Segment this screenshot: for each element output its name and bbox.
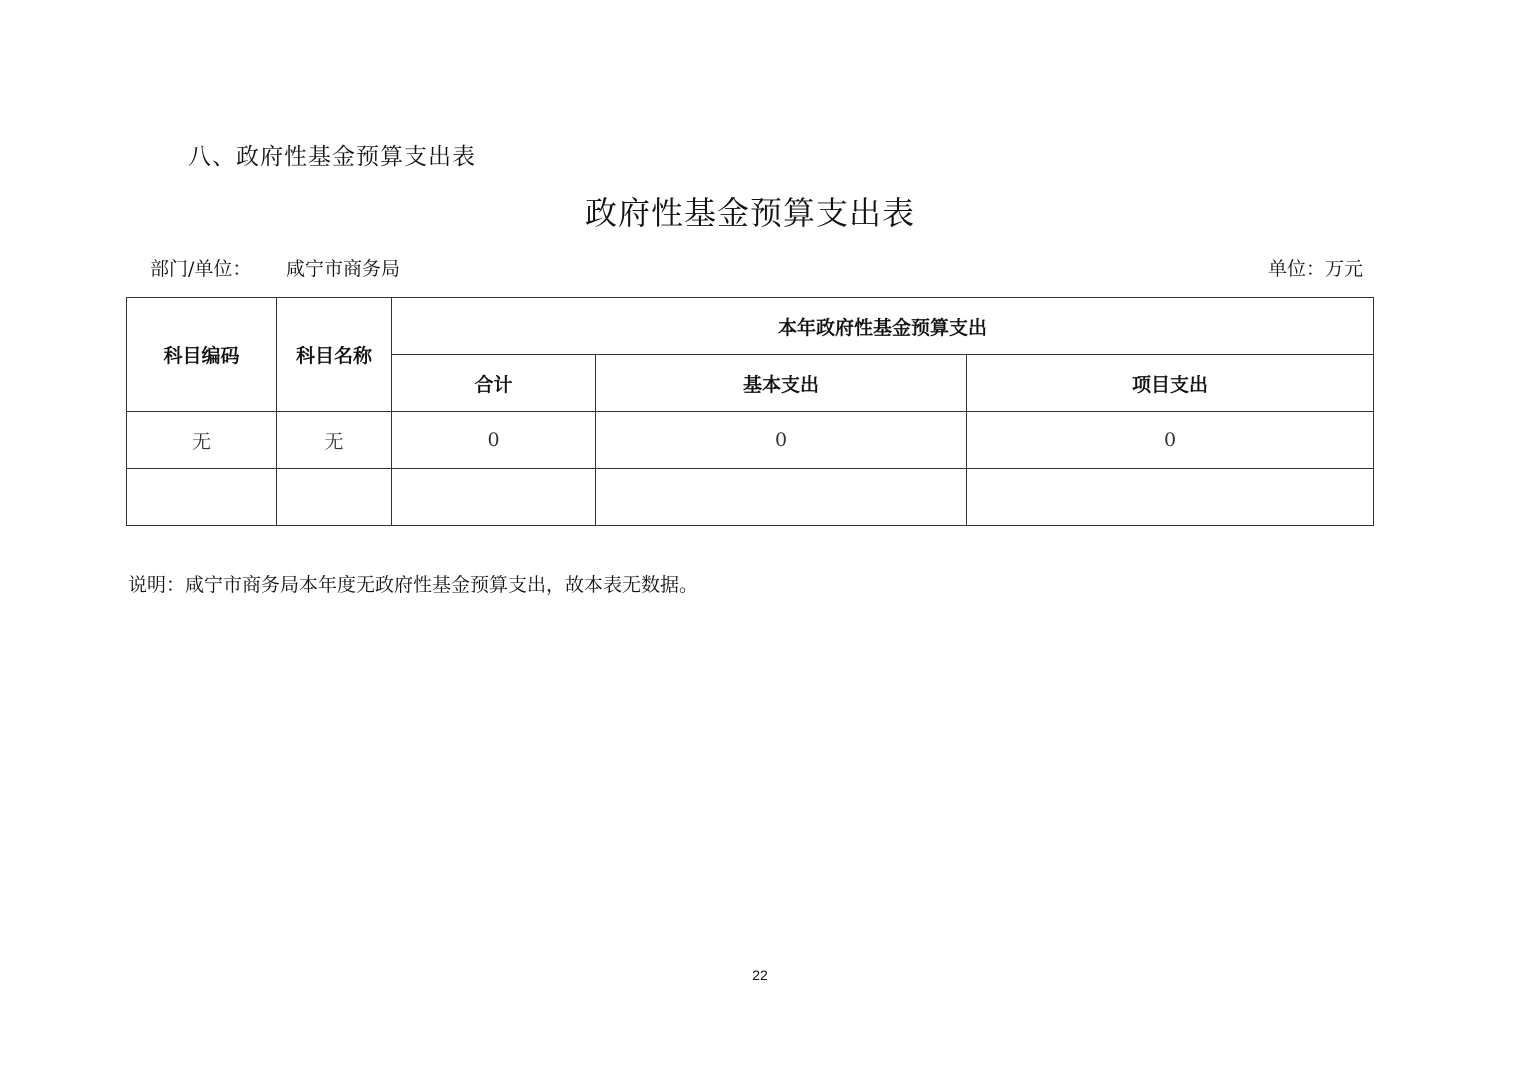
page-number: 22	[752, 967, 768, 983]
cell-total	[392, 469, 596, 526]
header-basic: 基本支出	[596, 355, 967, 412]
table-row	[127, 412, 1374, 469]
header-group: 本年政府性基金预算支出	[392, 298, 1374, 355]
table-row	[127, 469, 1374, 526]
cell-project	[967, 469, 1374, 526]
budget-table	[126, 297, 1374, 526]
section-heading: 八、政府性基金预算支出表	[188, 144, 476, 170]
dept-label: 部门/单位：	[150, 258, 252, 280]
cell-code	[127, 469, 277, 526]
cell-project: 0	[967, 412, 1374, 469]
header-total: 合计	[392, 355, 596, 412]
dept-value: 咸宁市商务局	[286, 258, 401, 280]
header-project: 项目支出	[967, 355, 1374, 412]
header-code: 科目编码	[127, 298, 277, 412]
header-name: 科目名称	[277, 298, 392, 412]
unit-label: 单位：万元	[1267, 258, 1363, 280]
cell-code: 无	[127, 412, 277, 469]
header-row-group	[127, 298, 1374, 355]
cell-name	[277, 469, 392, 526]
cell-basic	[596, 469, 967, 526]
cell-name: 无	[277, 412, 392, 469]
page-title: 政府性基金预算支出表	[584, 194, 915, 232]
cell-total: 0	[392, 412, 596, 469]
note-text: 说明：咸宁市商务局本年度无政府性基金预算支出，故本表无数据。	[128, 574, 699, 596]
cell-basic: 0	[596, 412, 967, 469]
